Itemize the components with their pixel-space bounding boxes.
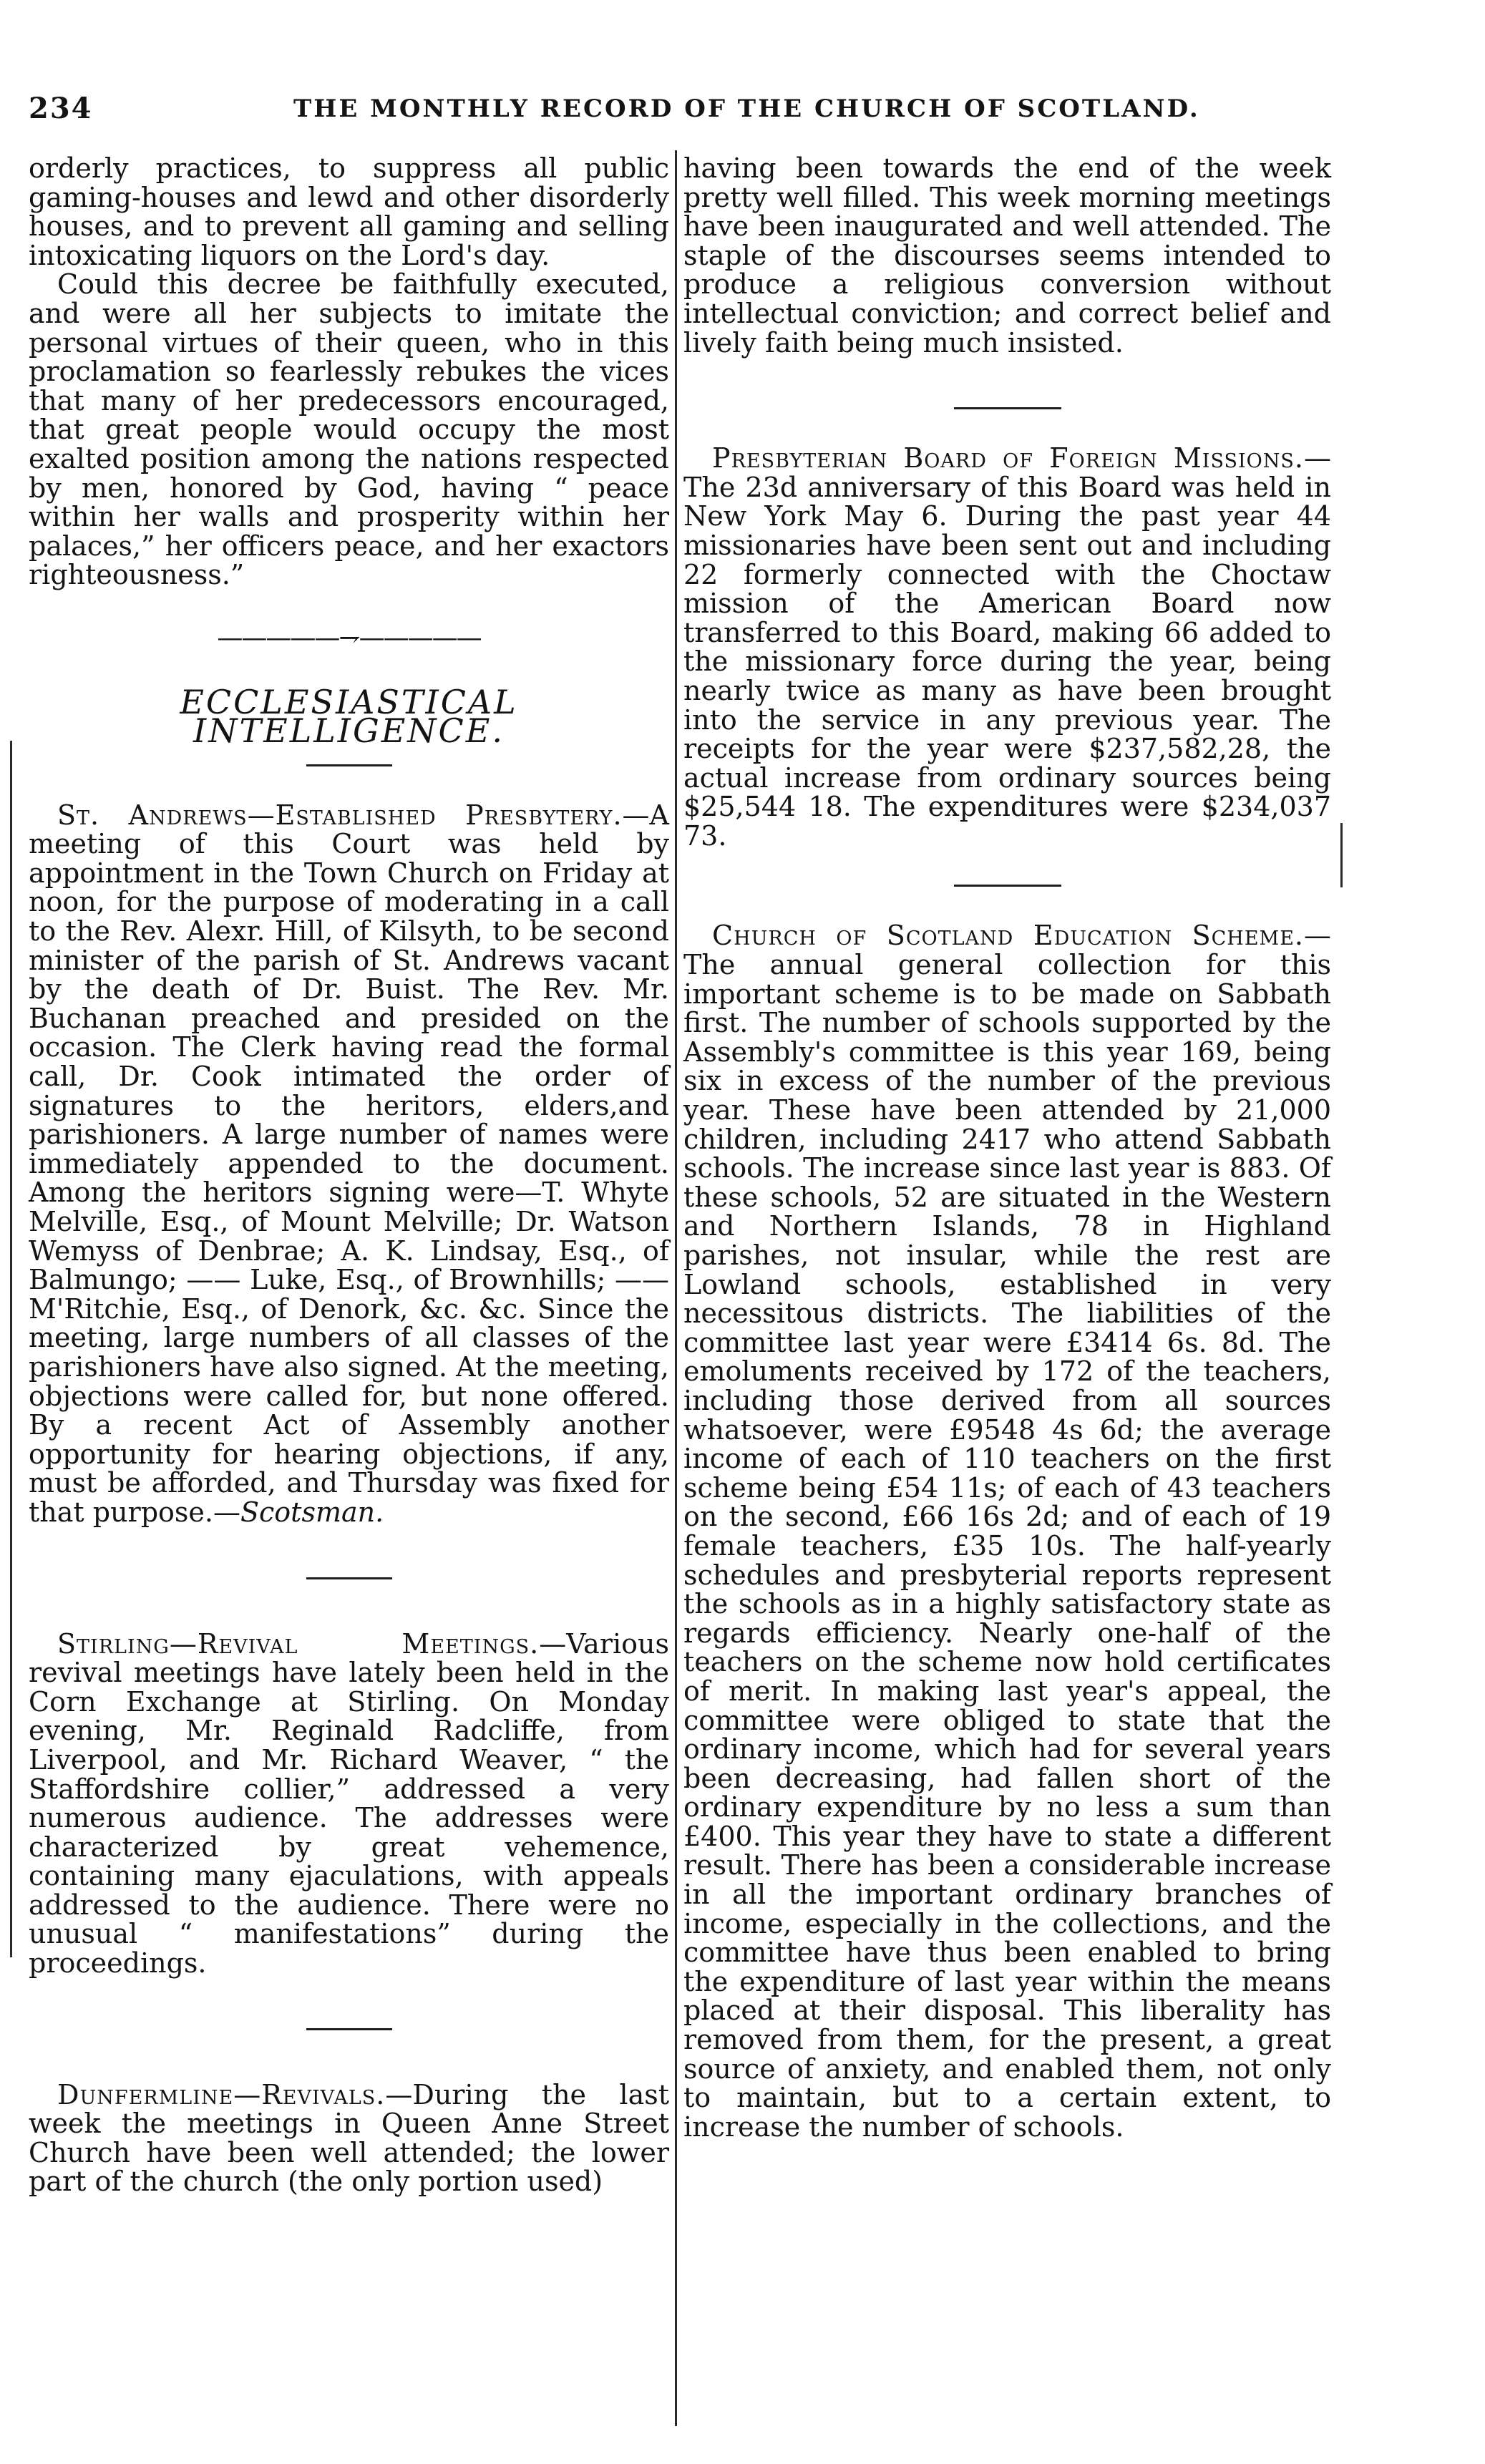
left-margin-rule [10,741,12,1957]
continued-paragraph: having been towards the end of the week pretty well filled. This week morning meetings have been inaugurated and well attended. The staple of the discourses seems intended to produce a religious conversion without intellectual conviction; and correct belief and lively faith being much insisted. [683,152,1331,359]
article-source: Scotsman. [240,1496,384,1528]
article-body: —The annual general collection for this important scheme is to be made on Sabbath first. The number of schools supported by the Assembly's committee is this year 169, being six in excess of the number of the previous year. These have been attended by 21,000 children, including 2417 who attend Sabbath schools. The increase since last year is 883. Of these schools, 52 are situated in the Western and Northern Islands, 78 in Highland parishes, not insular, while the rest are Lowland schools, established in very necessitous districts. The liabilities of the committee last year were £3414 6s. 8d. The emoluments received by 172 of the teachers, including those derived from all sources whatsoever, were £9548 4s 6d; the average income of each of 110 teachers on the first scheme being £54 11s; of each of 43 teachers on the second, £66 16s 2d; and of each of 19 female teachers, £35 10s. The half-yearly schedules and presbyterial reports represent the schools as in a highly satisfactory state as regards efficiency. Nearly one-half of the teachers on the scheme now hold certificates of merit. In making last year's appeal, the committee were obliged to state that the ordinary income, which had for several years been decreasing, had fallen short of the ordinary expenditure by no less a sum than £400. This year they have to state a different result. There has been a considerable increase in all the important ordinary branches of income, especially in the collections, and the committee have thus been enabled to bring the expenditure of last year within the means placed at their disposal. This liberality has removed from them, for the present, a great source of anxiety, and enabled them, not only to maintain, but to a certain extent, to increase the number of schools. [683,920,1331,2143]
right-margin-rule [1340,823,1343,887]
article-heading: Presbyterian Board of Foreign Missions. [712,442,1304,474]
article-dunfermline [29,2080,669,2196]
article-body: —A meeting of this Court was held by appointment in the Town Church on Friday at noon, for the purpose of moderating in a call to the Rev. Alexr. Hill, of Kilsyth, to be second minister of the parish of St. Andrews vacant by the death of Dr. Buist. The Rev. Mr. Buchanan preached and presided on the occasion. The Clerk having read the formal call, Dr. Cook intimated the order of signatures to the heritors, elders,and parishioners. A large number of names were immediately appended to the document. Among the heritors signing were—T. Whyte Melville, Esq., of Mount Melville; Dr. Watson Wemyss of Denbrae; A. K. Lindsay, Esq., of Balmungo; —— Luke, Esq., of Brownhills; —— M'Ritchie, Esq., of Denork, &c. &c. Since the meeting, large numbers of all classes of the parishioners have also signed. At the meeting, objections were called for, but none offered. By a recent Act of Assembly another opportunity for hearing objections, if any, must be afforded, and Thursday was fixed for that purpose.— [29,799,669,1528]
left-column [29,154,669,2196]
ornamental-separator: —————⇁————— [217,623,481,653]
article-body: —During the last week the meetings in Queen Anne Street Church have been well attended; the lower part of the church (the only portion used) [29,2078,669,2198]
article-body: —The 23d anniversary of this Board was held in New York May 6. During the past year 44 missionaries have been sent out and including 22 formerly connected with the Choctaw mission of the American Board now transferred to this Board, making 66 added to the missionary force during the year, being nearly twice as many as have been brought into the service in any previous year. The receipts for the year were $237,582,28, the actual increase from ordinary sources being $25,544 18. The expenditures were $234,037 73. [683,442,1331,852]
running-head [29,92,1200,135]
article-education-scheme [683,921,1331,2141]
article-presbyterian-board [683,444,1331,850]
continued-paragraph-2: Could this decree be faithfully executed, and were all her subjects to imitate the personal virtues of their queen, who in this proclamation so fearlessly rebukes the vices that many of her predecessors encouraged, that great people would occupy the most exalted position among the nations respected by men, honored by God, having “ peace within her walls and prosperity within her palaces,” her officers peace, and her exactors righteousness.” [29,268,669,591]
article-heading: Dunfermline—Revivals. [57,2078,386,2110]
article-heading: St. Andrews—Established Presbytery. [57,799,623,831]
article-heading: Stirling—Revival Meetings. [57,1627,540,1660]
column-rule [675,150,677,2426]
continued-paragraph: orderly practices, to suppress all public gaming-houses and lewd and other disorderly houses, and to prevent all gaming and selling intoxicating liquors on the Lord's day. [29,152,669,271]
running-title: THE MONTHLY RECORD OF THE CHURCH OF SCOTLAND. [293,94,1200,123]
article-stirling [29,1627,669,1980]
article-heading: Church of Scotland Education Scheme. [712,920,1304,952]
article-st-andrews [29,801,669,1527]
page-number: 234 [29,92,93,125]
right-column [683,154,1331,2141]
article-body: —Various revival meetings have lately been held in the Corn Exchange at Stirling. On Monday evening, Mr. Reginald Radcliffe, from Liverpool, and Mr. Richard Weaver, “ the Staffordshire collier,” addressed a very numerous audience. The addresses were characterized by great vehemence, containing many ejaculations, with appeals addressed to the audience. There were no unusual “ manifestations” during the proceedings. [29,1627,669,1980]
section-title: ECCLESIASTICAL INTELLIGENCE. [180,682,518,751]
